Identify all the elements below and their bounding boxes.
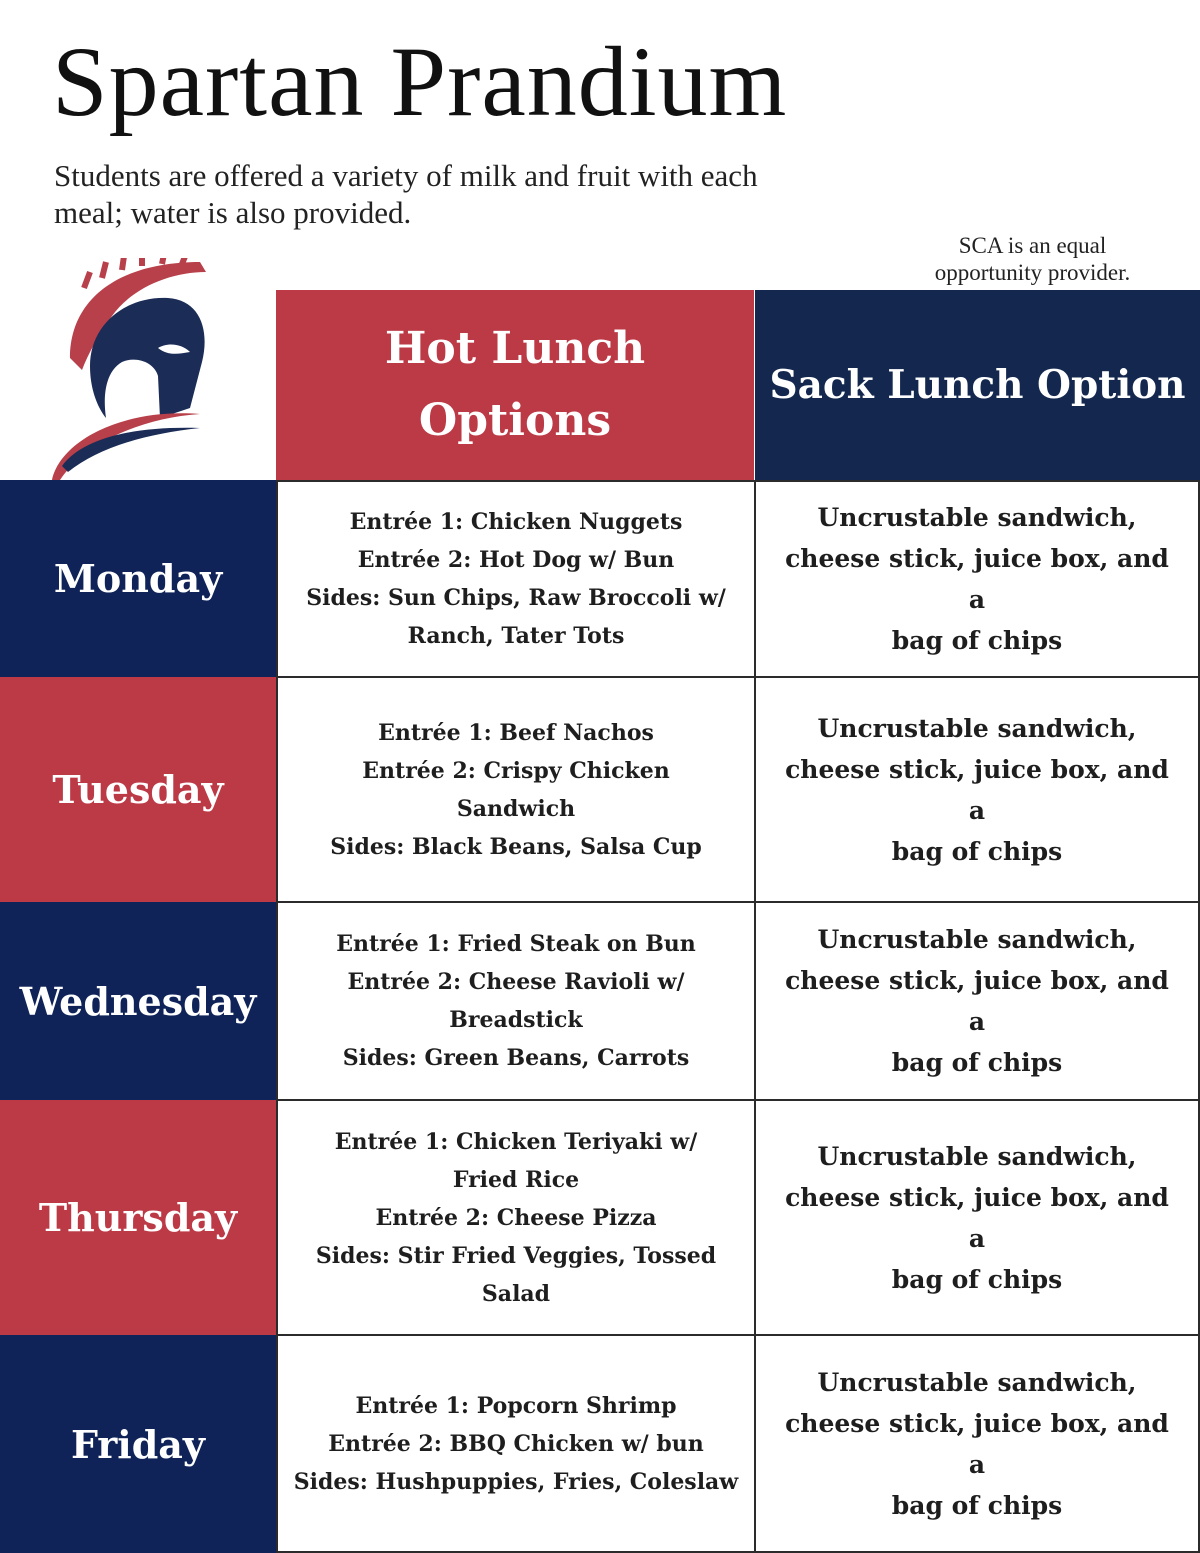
menu-line: Breadstick: [449, 1007, 583, 1033]
menu-line: cheese stick, juice box, and a: [785, 1182, 1169, 1253]
day-label-thursday: Thursday: [0, 1100, 276, 1335]
hot-lunch-cell-monday: [276, 480, 756, 678]
hot-lunch-header-line: Options: [418, 395, 612, 446]
day-label-wednesday: Wednesday: [0, 902, 276, 1100]
menu-line: Ranch, Tater Tots: [407, 623, 625, 649]
menu-line: Salad: [481, 1280, 551, 1307]
hot-lunch-cell-tuesday: [276, 676, 756, 903]
menu-line: Entrée 2: Cheese Ravioli w/: [347, 969, 685, 995]
menu-line: Fried Rice: [452, 1166, 580, 1193]
menu-line: Entrée 1: Chicken Teriyaki w/: [334, 1128, 698, 1155]
menu-line: Entrée 2: Crispy Chicken: [362, 757, 670, 784]
menu-line: cheese stick, juice box, and a: [785, 544, 1169, 614]
menu-line: bag of chips: [891, 1048, 1063, 1077]
day-label-tuesday: Tuesday: [0, 677, 276, 902]
page-title: Spartan Prandium: [52, 26, 788, 137]
menu-line: Sides: Green Beans, Carrots: [342, 1045, 690, 1071]
day-label-friday: Friday: [0, 1335, 276, 1553]
sack-lunch-cell-tuesday: [754, 676, 1200, 903]
menu-line: Sandwich: [456, 795, 576, 822]
hot-lunch-header-line: Hot Lunch: [384, 323, 646, 374]
menu-line: Entrée 1: Popcorn Shrimp: [355, 1392, 677, 1419]
menu-line: Sides: Stir Fried Veggies, Tossed: [315, 1242, 717, 1269]
menu-line: Sides: Sun Chips, Raw Broccoli w/: [306, 585, 726, 611]
menu-line: cheese stick, juice box, and a: [785, 754, 1169, 825]
sack-lunch-cell-thursday: [754, 1099, 1200, 1336]
notice-line: SCA is an equal: [958, 233, 1107, 258]
menu-line: Uncrustable sandwich,: [817, 503, 1137, 532]
page-subtitle: Students are offered a variety of milk and fruit with each meal; water is also provided.: [54, 158, 758, 230]
notice-line: opportunity provider.: [934, 260, 1131, 285]
menu-line: bag of chips: [891, 1490, 1063, 1520]
sack-lunch-cell-friday: [754, 1334, 1200, 1553]
menu-line: Entrée 2: BBQ Chicken w/ bun: [328, 1430, 704, 1457]
menu-line: Uncrustable sandwich,: [817, 1367, 1137, 1397]
sack-lunch-cell-monday: [754, 480, 1200, 678]
sack-lunch-cell-wednesday: [754, 901, 1200, 1101]
day-label-monday: Monday: [0, 480, 276, 677]
menu-line: Entrée 1: Fried Steak on Bun: [336, 931, 696, 957]
menu-line: cheese stick, juice box, and a: [785, 1408, 1169, 1479]
equal-opportunity-notice: [900, 232, 1165, 286]
menu-line: Entrée 1: Beef Nachos: [378, 719, 654, 746]
menu-line: Sides: Black Beans, Salsa Cup: [330, 833, 702, 860]
menu-line: bag of chips: [891, 626, 1063, 655]
menu-line: Entrée 2: Cheese Pizza: [375, 1204, 657, 1231]
menu-line: bag of chips: [891, 836, 1063, 866]
menu-line: Uncrustable sandwich,: [817, 1141, 1137, 1171]
hot-lunch-cell-thursday: [276, 1099, 756, 1336]
menu-line: Sides: Hushpuppies, Fries, Coleslaw: [293, 1468, 739, 1495]
menu-line: Entrée 1: Chicken Nuggets: [349, 509, 683, 535]
spartan-helmet-icon: [50, 258, 215, 482]
menu-line: bag of chips: [891, 1264, 1063, 1294]
menu-line: cheese stick, juice box, and a: [785, 966, 1169, 1036]
menu-line: Uncrustable sandwich,: [817, 925, 1137, 954]
hot-lunch-header: [276, 290, 754, 480]
hot-lunch-cell-wednesday: [276, 901, 756, 1101]
menu-line: Entrée 2: Hot Dog w/ Bun: [357, 547, 675, 573]
menu-line: Uncrustable sandwich,: [817, 713, 1137, 743]
sack-lunch-header: Sack Lunch Option: [755, 290, 1200, 480]
hot-lunch-cell-friday: [276, 1334, 756, 1553]
